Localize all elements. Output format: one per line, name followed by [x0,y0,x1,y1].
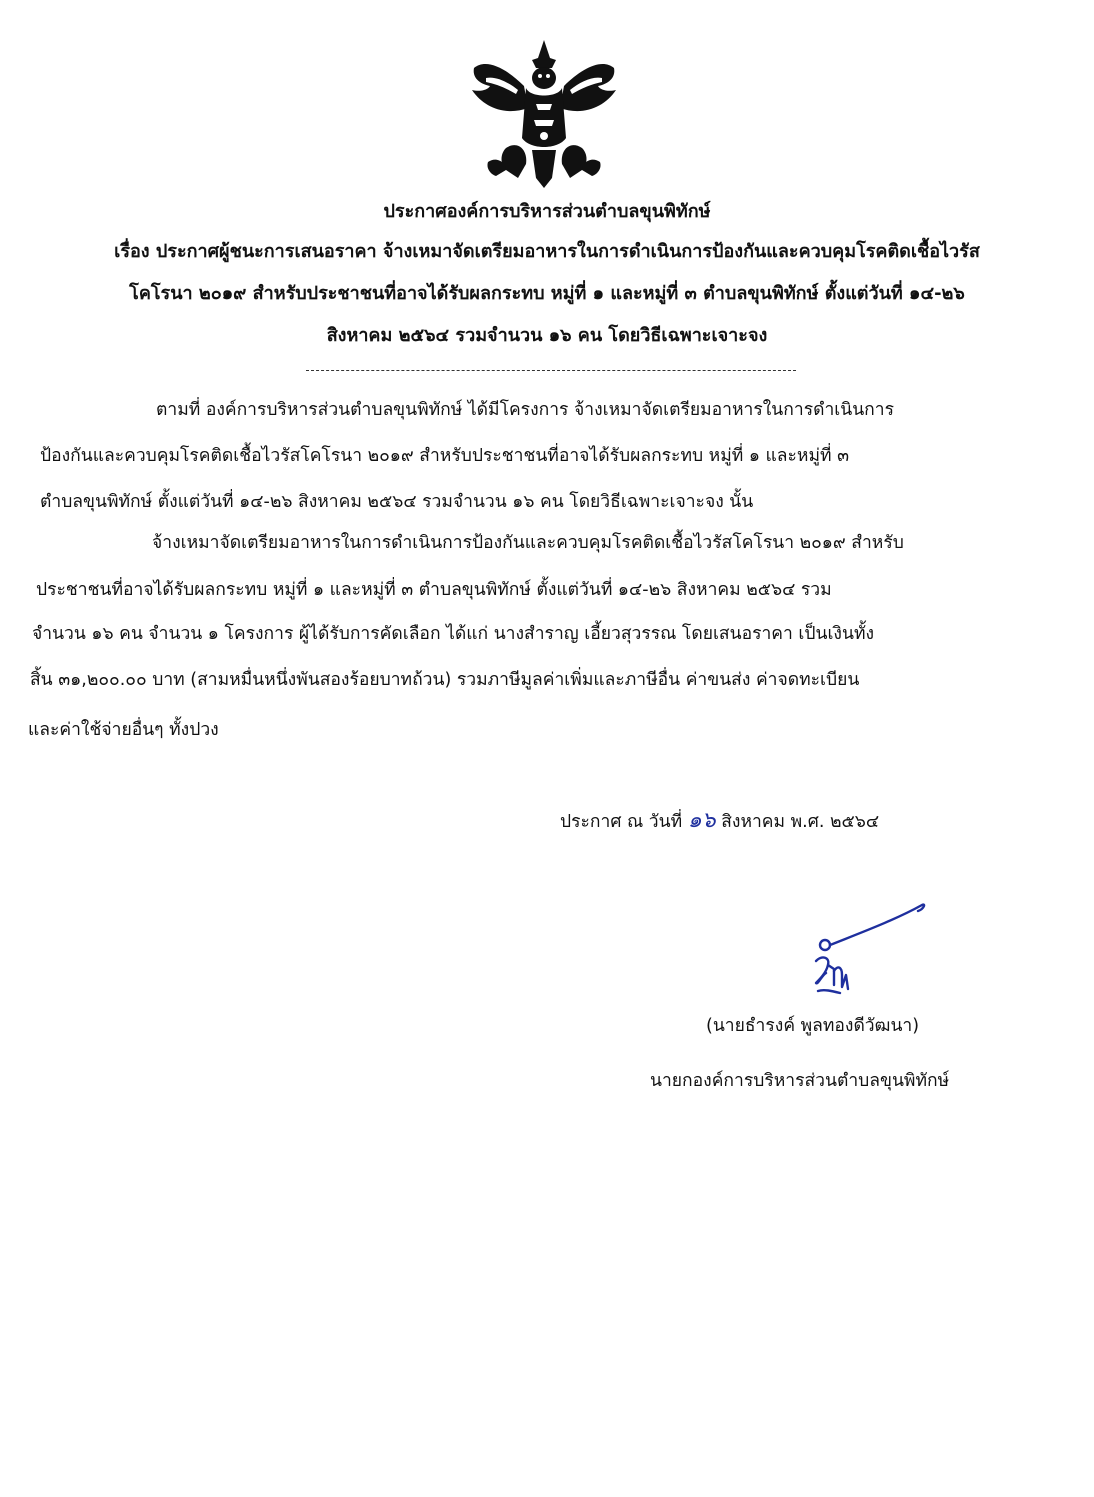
paragraph1-line-3: ตำบลขุนพิทักษ์ ตั้งแต่วันที่ ๑๔-๒๖ สิงหาคม ๒๕๖๔ รวมจำนวน ๑๖ คน โดยวิธีเฉพาะเจาะจง นั้น [40,492,754,512]
paragraph2-line-4: สิ้น ๓๑,๒๐๐.๐๐ บาท (สามหมื่นหนึ่งพันสองร้อยบาทถ้วน) รวมภาษีมูลค่าเพิ่มและภาษีอื่น ค่าขนส่ง ค่าจดทะเบียน [30,670,860,690]
signatory-position: นายกองค์การบริหารส่วนตำบลขุนพิทักษ์ [650,1071,950,1091]
subject-line-3: สิงหาคม ๒๕๖๔ รวมจำนวน ๑๖ คน โดยวิธีเฉพาะเจาะจง [326,325,768,346]
paragraph1-line-2: ป้องกันและควบคุมโรคติดเชื้อไวรัสโคโรนา ๒๐๑๙ สำหรับประชาชนที่อาจได้รับผลกระทบ หมู่ที่ ๑ และหมู่ที่ ๓ [40,446,850,466]
paragraph1-line-1: ตามที่ องค์การบริหารส่วนตำบลขุนพิทักษ์ ได้มีโครงการ จ้างเหมาจัดเตรียมอาหารในการดำเนินการ [156,400,895,420]
garuda-emblem-icon [466,38,622,190]
announce-date [560,810,879,832]
subject-line-2: โคโรนา ๒๐๑๙ สำหรับประชาชนที่อาจได้รับผลกระทบ หมู่ที่ ๑ และหมู่ที่ ๓ ตำบลขุนพิทักษ์ ตั้งแต่วันที่ ๑๔-๒๖ [129,283,965,304]
announce-prefix: ประกาศ ณ วันที่ [560,812,683,832]
paragraph2-line-2: ประชาชนที่อาจได้รับผลกระทบ หมู่ที่ ๑ และหมู่ที่ ๓ ตำบลขุนพิทักษ์ ตั้งแต่วันที่ ๑๔-๒๖ สิงหาคม ๒๕๖๔ รวม [36,580,832,600]
signatory-name: (นายธำรงค์ พูลทองดีวัฒนา) [706,1016,920,1036]
subject-line-1: เรื่อง ประกาศผู้ชนะการเสนอราคา จ้างเหมาจัดเตรียมอาหารในการดำเนินการป้องกันและควบคุมโรคติดเชื้อไวรัส [114,241,980,262]
title-divider [306,370,796,371]
paragraph2-line-5: และค่าใช้จ่ายอื่นๆ ทั้งปวง [28,720,219,740]
announce-month-year: สิงหาคม พ.ศ. ๒๕๖๔ [721,812,880,832]
announcement-title: ประกาศองค์การบริหารส่วนตำบลขุนพิทักษ์ [383,201,711,222]
handwritten-signature [800,895,940,1015]
announce-day: ๑๖ [687,808,716,833]
paragraph2-line-3: จำนวน ๑๖ คน จำนวน ๑ โครงการ ผู้ได้รับการคัดเลือก ได้แก่ นางสำราญ เอี้ยวสุวรรณ โดยเสนอราคา เป็นเงินทั้ง [32,624,875,644]
paragraph2-line-1: จ้างเหมาจัดเตรียมอาหารในการดำเนินการป้องกันและควบคุมโรคติดเชื้อไวรัสโคโรนา ๒๐๑๙ สำหรับ [152,533,904,553]
